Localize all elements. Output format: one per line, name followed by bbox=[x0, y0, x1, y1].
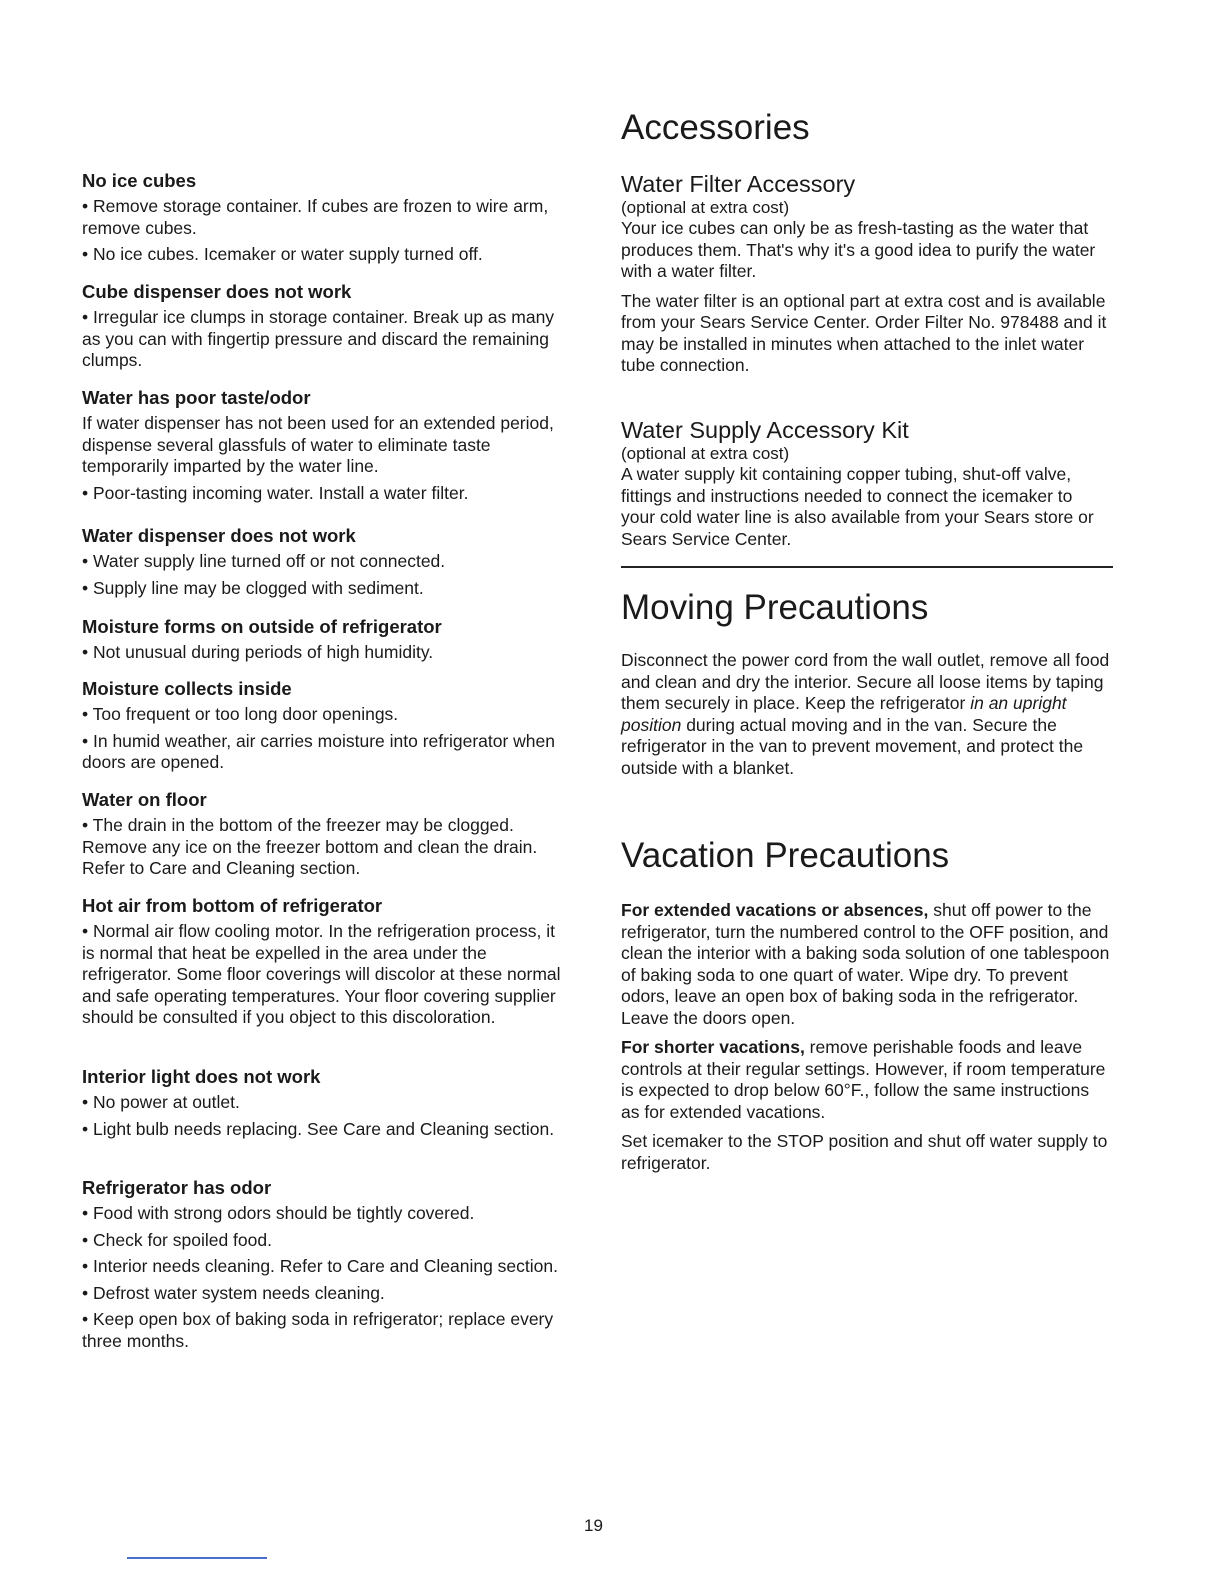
moving-title: Moving Precautions bbox=[621, 588, 929, 627]
solution-text: • Defrost water system needs cleaning. bbox=[82, 1282, 385, 1303]
moving-para bbox=[621, 650, 1111, 779]
water-supply-kit-section bbox=[621, 416, 1111, 555]
solution-text: • Water supply line turned off or not connected. bbox=[82, 551, 446, 571]
troubleshooting-section bbox=[82, 281, 564, 377]
troubleshooting-section bbox=[82, 678, 564, 779]
solution-text: • Food with strong odors should be tightly covered. bbox=[82, 1203, 475, 1223]
solution-text: • The drain in the bottom of the freezer may be clogged. Remove any ice on the freezer bottom and clean the drain. Refer to Care and Cleaning section. bbox=[82, 815, 538, 878]
solution-text: • Keep open box of baking soda in refrigerator; replace every three months. bbox=[82, 1309, 554, 1351]
accessories-section bbox=[621, 108, 1111, 148]
water-filter-note: (optional at extra cost) bbox=[621, 198, 790, 217]
accessories-title: Accessories bbox=[621, 108, 810, 147]
moving-text: Disconnect the power cord from the wall outlet, remove all food and clean and dry the interior. Secure all loose items by taping them securely in place. Keep the refrigerator bbox=[621, 650, 1110, 713]
problem-heading: Moisture collects inside bbox=[82, 678, 292, 699]
solution-text: • Not unusual during periods of high humidity. bbox=[82, 642, 434, 662]
problem-heading: Water has poor taste/odor bbox=[82, 387, 311, 408]
solution-text: • Light bulb needs replacing. See Care and Cleaning section. bbox=[82, 1118, 555, 1139]
vacation-para bbox=[621, 900, 1111, 1029]
page-number: 19 bbox=[584, 1516, 603, 1535]
solution-text: • Interior needs cleaning. Refer to Care and Cleaning section. bbox=[82, 1256, 558, 1276]
water-supply-kit-heading: Water Supply Accessory Kit bbox=[621, 417, 909, 443]
troubleshooting-section bbox=[82, 525, 564, 604]
troubleshooting-section bbox=[82, 387, 564, 509]
solution-text: • Too frequent or too long door openings. bbox=[82, 704, 399, 724]
vacation-para: Set icemaker to the STOP position and shut off water supply to refrigerator. bbox=[621, 1131, 1108, 1173]
solution-text: • Irregular ice clumps in storage container. Break up as many as you can with fingertip pressure and discard the remaining clumps. bbox=[82, 307, 555, 370]
problem-heading: Hot air from bottom of refrigerator bbox=[82, 895, 383, 916]
problem-heading: Refrigerator has odor bbox=[82, 1177, 272, 1198]
section-divider bbox=[621, 566, 1113, 568]
moving-italic: in an upright position bbox=[621, 693, 1067, 735]
water-supply-kit-note: (optional at extra cost) bbox=[621, 444, 790, 463]
solution-text: • Normal air flow cooling motor. In the refrigeration process, it is normal that heat be expelled in the area under the refrigerator. Some floor coverings will discolor at these normal and safe operating temperatures. Your floor covering supplier should be consulted if you object to this discoloration. bbox=[82, 921, 561, 1027]
vacation-text: remove perishable foods and leave controls at their regular settings. However, if room temperature is expected to drop below 60°F., follow the same instructions as for extended vacations. bbox=[621, 1037, 1106, 1122]
water-filter-para: Your ice cubes can only be as fresh-tasting as the water that produces them. That's why it's a good idea to purify the water with a water filter. bbox=[621, 218, 1096, 281]
solution-text: • Check for spoiled food. bbox=[82, 1229, 272, 1250]
troubleshooting-section bbox=[82, 895, 564, 1034]
problem-heading: Water on floor bbox=[82, 789, 207, 810]
vacation-para bbox=[621, 1037, 1111, 1123]
problem-heading: Interior light does not work bbox=[82, 1066, 321, 1087]
solution-text: If water dispenser has not been used for an extended period, dispense several glassfuls of water to eliminate taste temporarily imparted by the water line. bbox=[82, 413, 554, 476]
solution-text: • No power at outlet. bbox=[82, 1092, 240, 1112]
vacation-lead: For extended vacations or absences, bbox=[621, 900, 929, 920]
water-supply-kit-para: A water supply kit containing copper tubing, shut-off valve, fittings and instructions needed to connect the icemaker to your cold water line is also available from your Sears store or Sears Service Center. bbox=[621, 464, 1094, 549]
solution-text: • Supply line may be clogged with sediment. bbox=[82, 577, 424, 598]
solution-text: • Remove storage container. If cubes are frozen to wire arm, remove cubes. bbox=[82, 196, 549, 238]
solution-text: • No ice cubes. Icemaker or water supply turned off. bbox=[82, 244, 483, 264]
problem-heading: No ice cubes bbox=[82, 170, 197, 191]
troubleshooting-section bbox=[82, 789, 564, 885]
vacation-section bbox=[621, 836, 1111, 1179]
solution-text: • Poor-tasting incoming water. Install a water filter. bbox=[82, 482, 469, 503]
moving-section bbox=[621, 588, 1111, 784]
moving-text: during actual moving and in the van. Secure the refrigerator in the van to prevent movement, and protect the outside with a blanket. bbox=[621, 714, 1084, 778]
troubleshooting-section bbox=[82, 1066, 564, 1145]
troubleshooting-section bbox=[82, 616, 564, 669]
solution-text: • In humid weather, air carries moisture into refrigerator when doors are opened. bbox=[82, 730, 555, 772]
problem-heading: Water dispenser does not work bbox=[82, 525, 356, 546]
water-filter-section bbox=[621, 170, 1111, 382]
problem-heading: Moisture forms on outside of refrigerator bbox=[82, 616, 442, 637]
bottom-rule bbox=[127, 1557, 267, 1559]
troubleshooting-section bbox=[82, 170, 564, 271]
problem-heading: Cube dispenser does not work bbox=[82, 281, 352, 302]
water-filter-para: The water filter is an optional part at extra cost and is available from your Sears Service Center. Order Filter No. 978488 and it may be installed in minutes when attached to the inlet water tube connection. bbox=[621, 290, 1107, 375]
vacation-title: Vacation Precautions bbox=[621, 836, 950, 875]
troubleshooting-section bbox=[82, 1177, 564, 1357]
water-filter-heading: Water Filter Accessory bbox=[621, 171, 856, 197]
vacation-lead: For shorter vacations, bbox=[621, 1037, 805, 1057]
vacation-text: shut off power to the refrigerator, turn the numbered control to the OFF position, and clean the interior with a baking soda solution of one tablespoon of baking soda to one quart of water. Wipe dry. To prevent odors, leave an open box of baking soda in the refrigerator. Leave the doors open. bbox=[621, 900, 1110, 1028]
